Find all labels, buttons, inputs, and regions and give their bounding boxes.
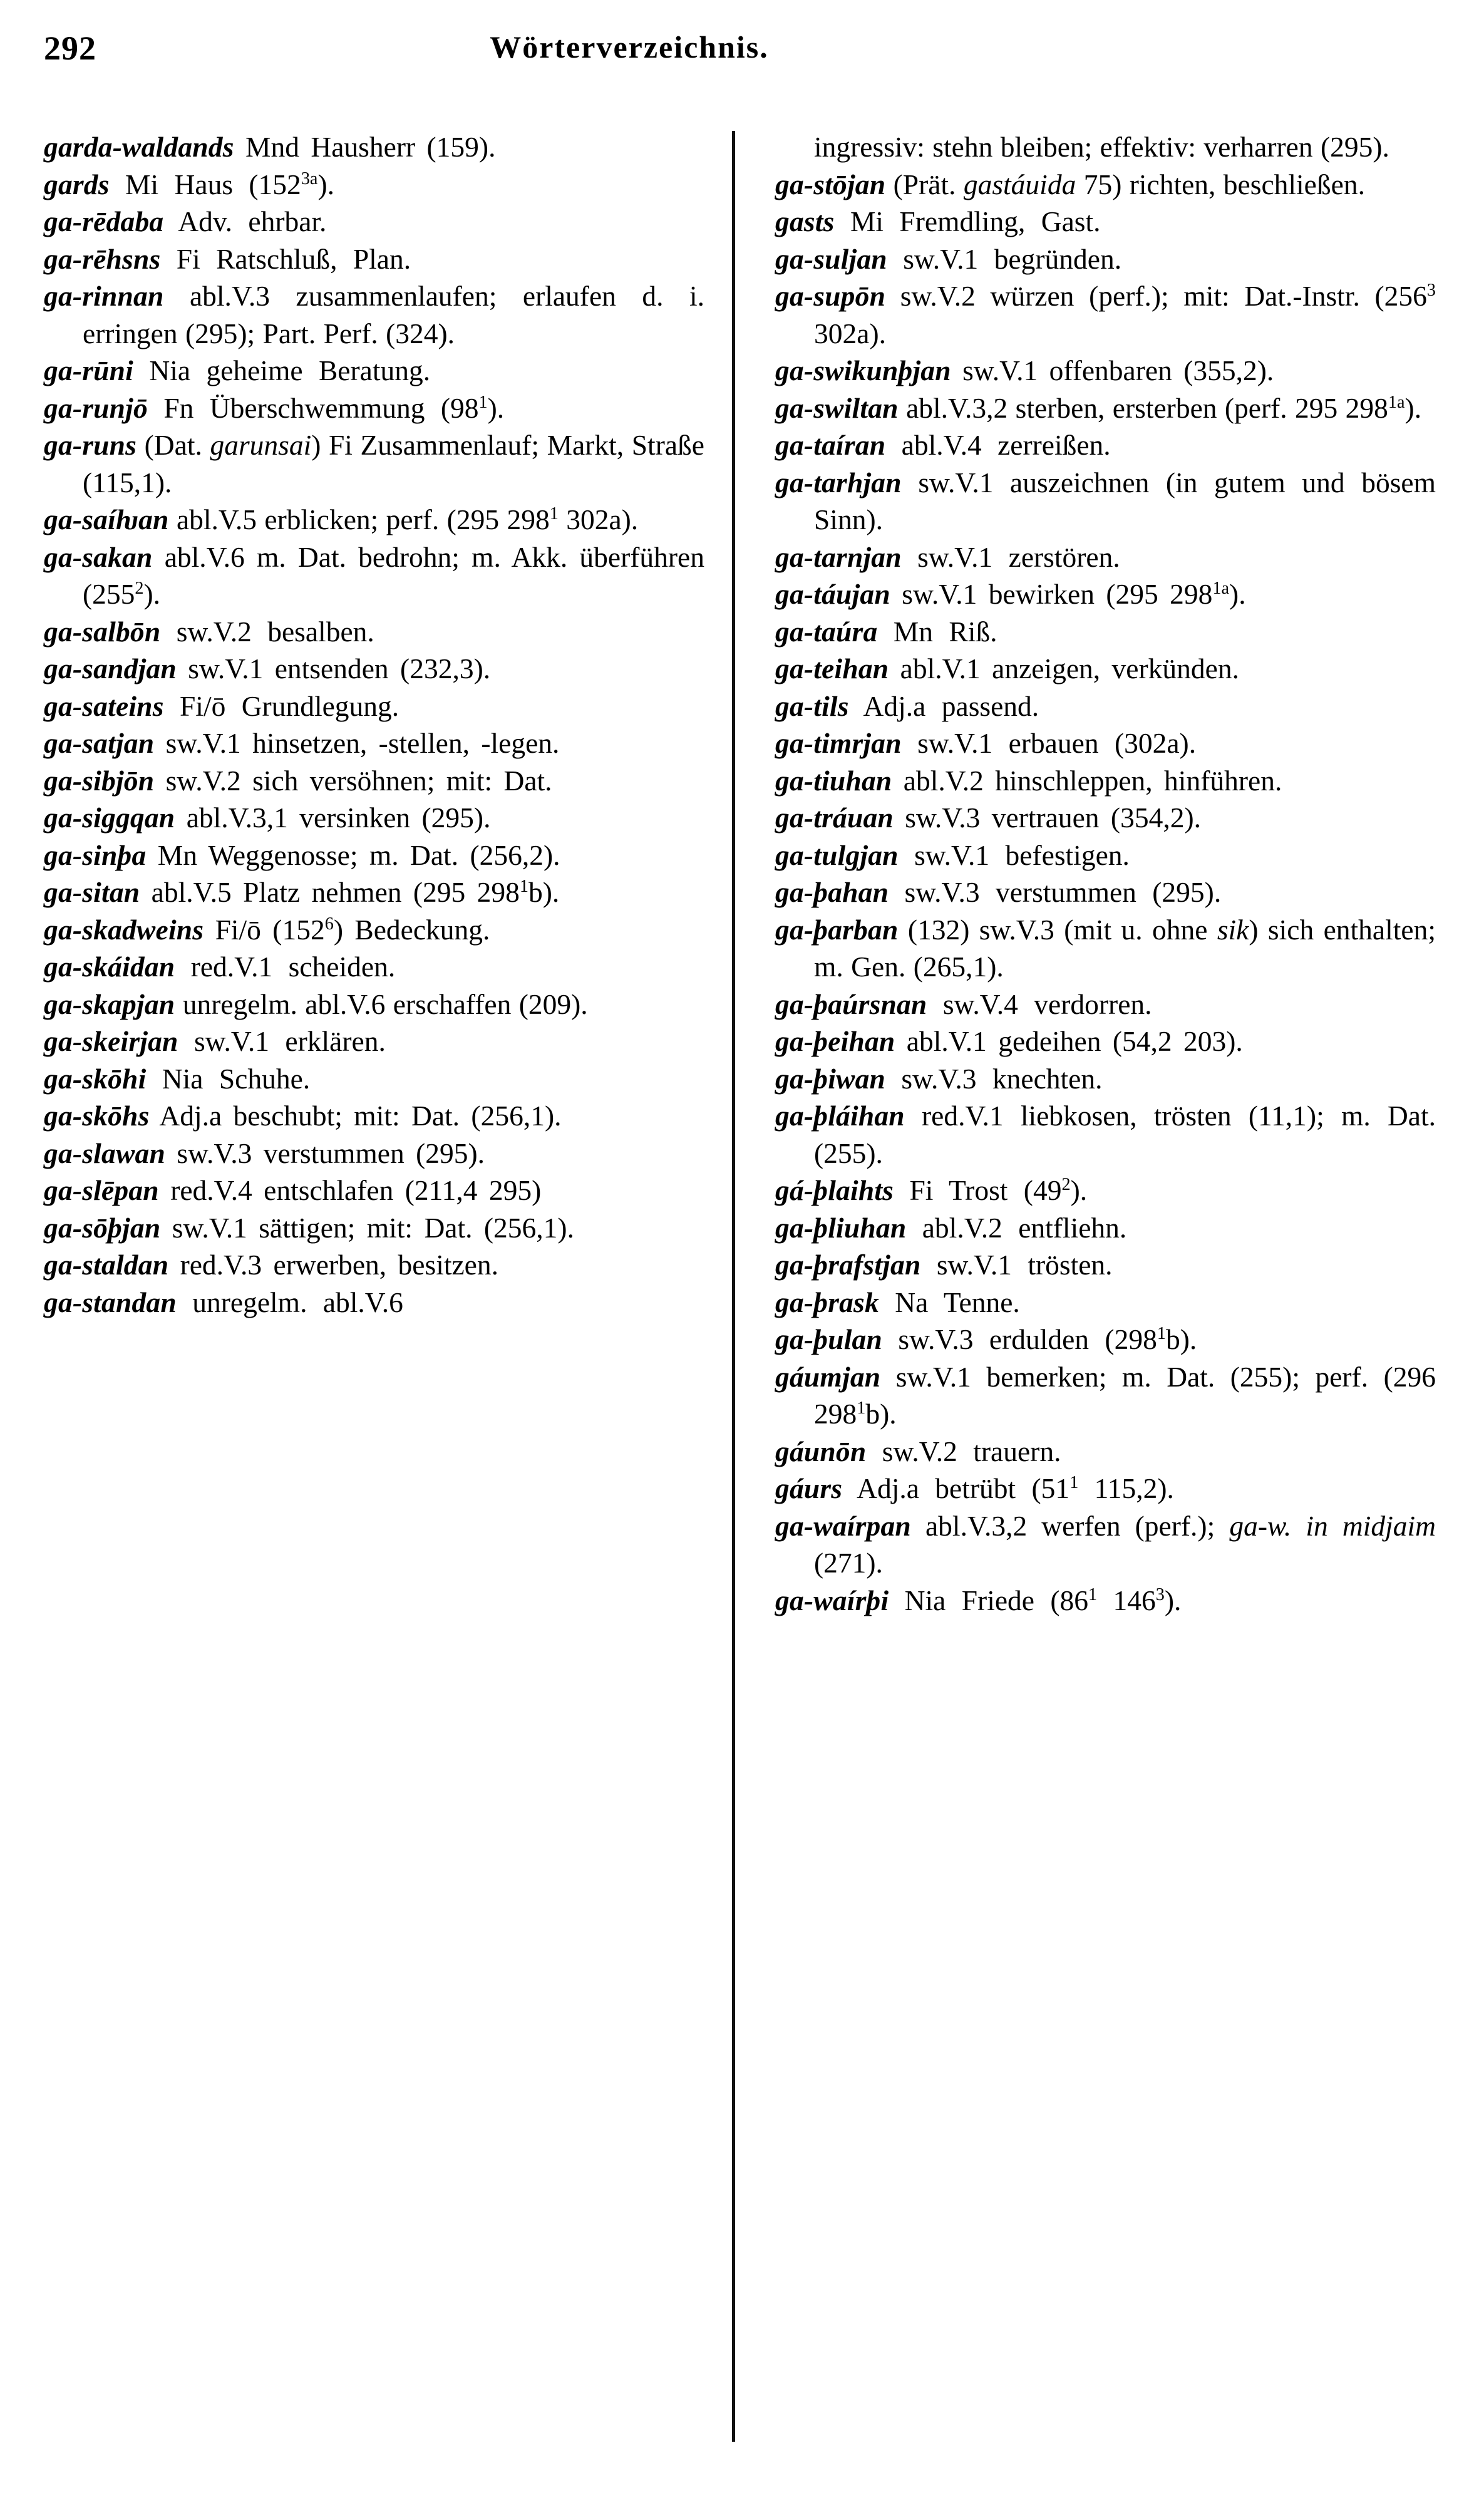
entry-lemma: ga-þarban: [775, 913, 899, 946]
entry-definition: red.V.3 erwerben, besitzen.: [168, 1249, 498, 1281]
entry-definition: sw.V.3 verstummen (295).: [889, 876, 1222, 908]
dictionary-entry: [44, 166, 704, 204]
dictionary-entry: [775, 1097, 1436, 1172]
entry-definition: Adj.a passend.: [848, 690, 1039, 722]
entry-definition: abl.V.4 zerreißen.: [885, 429, 1111, 461]
dictionary-entry: [775, 837, 1436, 874]
dictionary-entry: [775, 576, 1436, 613]
dictionary-entry: [775, 688, 1436, 725]
dictionary-entry: [44, 613, 704, 651]
dictionary-entry: [775, 277, 1436, 352]
dictionary-entry: [775, 539, 1436, 576]
entry-lemma: ga-þeihan: [775, 1025, 895, 1057]
dictionary-entry: [44, 650, 704, 688]
entry-definition: sw.V.1 auszeichnen (in gutem und bösem Sinn).: [814, 466, 1436, 535]
entry-lemma: ga-rēdaba: [44, 205, 164, 237]
dictionary-entry: [775, 166, 1436, 204]
entry-definition: sw.V.3 vertrauen (354,2).: [893, 802, 1201, 834]
entry-lemma: ga-rinnan: [44, 280, 164, 312]
entry-definition: Nia geheime Beratung.: [133, 354, 431, 386]
dictionary-entry: [775, 1284, 1436, 1321]
entry-lemma: ga-rēhsns: [44, 242, 161, 275]
entry-lemma: ga-skōhi: [44, 1062, 147, 1095]
entry-definition: unregelm. abl.V.6 erschaffen (209).: [175, 988, 588, 1020]
entry-definition: abl.V.3,2 werfen (perf.); ga-w. in midjaim (271).: [814, 1509, 1436, 1579]
right-column: [745, 128, 1436, 1619]
dictionary-entry: [44, 501, 704, 539]
dictionary-entry: [44, 725, 704, 762]
entry-definition: Nia Friede ($86^1$ $146^3$).: [889, 1584, 1182, 1616]
entry-lemma: ga-tils: [775, 690, 849, 722]
entry-lemma: ga-slēpan: [44, 1174, 159, 1206]
dictionary-entry: [775, 426, 1436, 464]
entry-definition: Adj.a betrübt ($51^1$ 115,2).: [842, 1472, 1174, 1504]
entry-definition: unregelm. abl.V.6: [176, 1286, 403, 1318]
entry-lemma: ga-skōhs: [44, 1100, 150, 1132]
entry-definition: Nia Schuhe.: [146, 1062, 311, 1095]
dictionary-entry: [775, 911, 1436, 986]
entry-definition: sw.V.4 verdorren.: [927, 988, 1152, 1020]
dictionary-entry: [775, 1060, 1436, 1098]
running-head: [44, 25, 1440, 75]
entry-definition: sw.V.1 offenbaren (355,2).: [951, 354, 1274, 386]
entry-definition: abl.V.1 gedeihen (54,2 203).: [895, 1025, 1243, 1057]
entry-definition: sw.V.1 bewirken (295 $298^{1a}$).: [890, 578, 1246, 610]
dictionary-entry: [44, 986, 704, 1023]
dictionary-entry: [775, 240, 1436, 278]
entry-definition: Mi Fremdling, Gast.: [834, 205, 1101, 237]
entry-lemma: ga-salbōn: [44, 615, 161, 648]
entry-lemma: ga-þulan: [775, 1323, 883, 1355]
entry-lemma: ga-þahan: [775, 876, 889, 908]
entry-lemma: garda-waldands: [44, 131, 234, 163]
entry-lemma: ga-supōn: [775, 280, 886, 312]
dictionary-entry: [44, 1023, 704, 1060]
dictionary-entry: [775, 1023, 1436, 1060]
entry-lemma: ga-skáidan: [44, 951, 175, 983]
dictionary-entry: [775, 203, 1436, 240]
entry-lemma: ga-runs: [44, 429, 137, 461]
dictionary-entry: [775, 390, 1436, 427]
dictionary-entry: [44, 948, 704, 986]
entry-lemma: ga-siggqan: [44, 802, 175, 834]
dictionary-entry: [44, 203, 704, 240]
entry-definition: red.V.4 entschlafen (211,4 295): [158, 1174, 542, 1206]
entry-lemma: ga-runjō: [44, 391, 148, 424]
dictionary-entry: [44, 1284, 704, 1321]
dictionary-entry: [775, 1470, 1436, 1507]
entry-definition: sw.V.1 begründen.: [887, 242, 1122, 275]
entry-definition: sw.V.1 bemerken; m. Dat. (255); perf. (296 $298^1b$).: [814, 1360, 1436, 1430]
entry-lemma: ga-skeirjan: [44, 1025, 178, 1057]
entry-definition: abl.V.3,1 versinken (295).: [175, 802, 491, 834]
dictionary-entry: [44, 390, 704, 427]
entry-definition: red.V.1 scheiden.: [175, 951, 396, 983]
running-title: Wörterverzeichnis.: [490, 29, 769, 65]
dictionary-entry: [44, 1060, 704, 1098]
entry-definition: Mn Riß.: [877, 615, 997, 648]
entry-definition: sw.V.2 sich versöhnen; mit: Dat.: [154, 764, 552, 797]
entry-definition: sw.V.1 hinsetzen, -stellen, -legen.: [154, 727, 560, 759]
entry-definition: Mi Haus $(152^{3a})$.: [109, 168, 334, 200]
entry-lemma: ga-stōjan: [775, 168, 886, 200]
dictionary-entry: [775, 874, 1436, 911]
entry-definition: abl.V.1 anzeigen, verkünden.: [889, 653, 1239, 684]
entry-lemma: ga-suljan: [775, 242, 887, 275]
dictionary-entry: [775, 1246, 1436, 1284]
entry-lemma: ga-slawan: [44, 1137, 165, 1169]
dictionary-entry: [44, 539, 704, 613]
dictionary-entry: [44, 1246, 704, 1284]
dictionary-entry: [775, 1433, 1436, 1470]
dictionary-entry: [44, 352, 704, 390]
entry-lemma: ga-sateins: [44, 690, 164, 722]
dictionary-entry: [775, 1507, 1436, 1582]
entry-definition: sw.V.2 trauern.: [866, 1435, 1061, 1467]
entry-definition: sw.V.1 erklären.: [178, 1025, 386, 1057]
entry-lemma: ga-þliuhan: [775, 1211, 907, 1244]
entry-definition: Adj.a beschubt; mit: Dat. (256,1).: [149, 1100, 562, 1132]
entry-lemma: ga-tarnjan: [775, 540, 902, 573]
dictionary-entry: [775, 1209, 1436, 1247]
dictionary-entry: [44, 762, 704, 800]
entry-definition: sw.V.1 entsenden (232,3).: [176, 653, 491, 684]
entry-lemma: ga-waírþi: [775, 1584, 889, 1616]
entry-definition: sw.V.1 trösten.: [920, 1249, 1113, 1281]
dictionary-entry: [775, 613, 1436, 651]
entry-definition: abl.V.2 entfliehn.: [906, 1211, 1127, 1244]
dictionary-entry: [775, 799, 1436, 837]
entry-definition: Na Tenne.: [879, 1286, 1020, 1318]
entry-definition: Adv. ehrbar.: [163, 205, 327, 237]
entry-definition: abl.V.3,2 sterben, ersterben (perf. 295 $298^{1a}$).: [898, 391, 1422, 424]
entry-definition: sw.V.1 erbauen (302a).: [901, 727, 1197, 759]
dictionary-entry: [44, 277, 704, 352]
entry-lemma: ga-satjan: [44, 727, 155, 759]
entry-definition: abl.V.3 zusammenlaufen; erlaufen d. i. erringen (295); Part. Perf. (324).: [83, 280, 704, 349]
dictionary-entry: [775, 762, 1436, 800]
dictionary-entry: [775, 650, 1436, 688]
dictionary-entry: [775, 464, 1436, 539]
entry-lemma: ga-þrafstjan: [775, 1249, 921, 1281]
entry-definition: sw.V.1 befestigen.: [898, 839, 1130, 871]
dictionary-entry: [44, 1135, 704, 1172]
entry-lemma: ga-taíran: [775, 429, 886, 461]
entry-lemma: ga-tarhjan: [775, 466, 902, 498]
column-divider-rule: [732, 131, 735, 2442]
entry-definition: Fi Ratschluß, Plan.: [160, 242, 411, 275]
entry-lemma: ga-saíƕan: [44, 504, 169, 535]
entry-lemma: gasts: [775, 205, 835, 237]
entry-definition: sw.V.3 erdulden $(298^1b)$.: [882, 1323, 1197, 1355]
entry-lemma: ga-waírpan: [775, 1509, 911, 1542]
entry-definition: sw.V.3 knechten.: [885, 1062, 1103, 1095]
entry-definition: abl.V.5 erblicken; perf. (295 $298^1$ 302a).: [168, 504, 639, 535]
entry-lemma: ga-sitan: [44, 876, 140, 908]
dictionary-entry: [44, 874, 704, 911]
entry-lemma: ga-þláihan: [775, 1100, 905, 1132]
entry-definition: Mnd Hausherr (159).: [234, 131, 496, 163]
entry-definition: red.V.1 liebkosen, trösten (11,1); m. Dat. (255).: [814, 1100, 1436, 1169]
dictionary-entry: [775, 1582, 1436, 1619]
dictionary-entry: [775, 1172, 1436, 1209]
entry-lemma: ga-þaúrsnan: [775, 988, 927, 1020]
dictionary-entry: [775, 128, 1436, 166]
entry-lemma: ga-táujan: [775, 578, 890, 610]
dictionary-entry: [775, 1321, 1436, 1358]
entry-lemma: ga-timrjan: [775, 727, 902, 759]
dictionary-entry: [775, 725, 1436, 762]
entry-lemma: ga-staldan: [44, 1249, 169, 1281]
dictionary-entry: [775, 352, 1436, 390]
entry-definition: (Prät. gastáuida 75) richten, beschließen.: [885, 168, 1365, 200]
entry-definition: abl.V.5 Platz nehmen (295 $298^1b$).: [140, 876, 560, 908]
entry-lemma: ga-tráuan: [775, 802, 894, 834]
entry-lemma: ga-rūni: [44, 354, 134, 386]
entry-definition: Fn Überschwemmung $(98^1)$.: [147, 391, 505, 424]
entry-definition: (Dat. garunsai) Fi Zusammenlauf; Markt, Straße (115,1).: [83, 429, 704, 498]
entry-lemma: ga-standan: [44, 1286, 177, 1318]
entry-lemma: ga-swikunþjan: [775, 354, 951, 386]
entry-lemma: ga-sandjan: [44, 653, 177, 684]
entry-lemma: ga-taúra: [775, 615, 878, 648]
entry-definition: sw.V.1 sättigen; mit: Dat. (256,1).: [160, 1211, 574, 1244]
entry-lemma: gáunōn: [775, 1435, 867, 1467]
entry-definition: sw.V.2 würzen (perf.); mit: Dat.-Instr. ($256^3$ 302a).: [814, 280, 1436, 349]
entry-definition: Fi/ō $(152^6)$ Bedeckung.: [204, 913, 490, 946]
entry-definition: abl.V.2 hinschleppen, hinführen.: [892, 764, 1282, 797]
entry-lemma: ga-skadweins: [44, 913, 204, 946]
entry-lemma: gards: [44, 168, 110, 200]
entry-lemma: ga-skapjan: [44, 988, 175, 1020]
entry-lemma: gáurs: [775, 1472, 843, 1504]
left-column: [44, 128, 722, 1321]
dictionary-entry: [775, 1358, 1436, 1433]
dictionary-entry: [44, 426, 704, 501]
entry-lemma: ga-þiwan: [775, 1062, 886, 1095]
entry-definition: sw.V.3 verstummen (295).: [165, 1137, 485, 1169]
page-number: 292: [44, 29, 96, 67]
column-container: [44, 128, 1440, 2471]
entry-lemma: ga-tiuhan: [775, 764, 892, 797]
dictionary-entry: [44, 1209, 704, 1247]
entry-definition: abl.V.6 m. Dat. bedrohn; m. Akk. überführen $(255^2)$.: [83, 540, 704, 610]
entry-lemma: ga-sinþa: [44, 839, 147, 871]
dictionary-entry: [44, 688, 704, 725]
entry-definition: sw.V.2 besalben.: [160, 615, 374, 648]
entry-definition: Mn Weggenosse; m. Dat. (256,2).: [146, 839, 560, 871]
dictionary-entry: [44, 1097, 704, 1135]
entry-lemma: gáumjan: [775, 1360, 881, 1393]
dictionary-entry: [44, 128, 704, 166]
entry-lemma: ga-swiltan: [775, 391, 899, 424]
entry-definition: Fi/ō Grundlegung.: [163, 690, 399, 722]
dictionary-entry: [44, 837, 704, 874]
entry-lemma: ga-þrask: [775, 1286, 879, 1318]
dictionary-entry: [44, 1172, 704, 1209]
dictionary-entry: [775, 986, 1436, 1023]
dictionary-entry: [44, 911, 704, 949]
entry-definition: ingressiv: stehn bleiben; effektiv: verharren (295).: [814, 131, 1389, 163]
entry-lemma: ga-tulgjan: [775, 839, 899, 871]
entry-definition: Fi Trost $(49^2)$.: [894, 1174, 1088, 1206]
dictionary-entry: [44, 799, 704, 837]
entry-definition: (132) sw.V.3 (mit u. ohne sik) sich enthalten; m. Gen. (265,1).: [814, 913, 1436, 983]
entry-lemma: ga-sibjōn: [44, 764, 155, 797]
entry-definition: sw.V.1 zerstören.: [901, 540, 1120, 573]
entry-lemma: ga-sōþjan: [44, 1211, 161, 1244]
entry-lemma: ga-sakan: [44, 540, 153, 573]
dictionary-entry: [44, 240, 704, 278]
entry-lemma: gá-þlaihts: [775, 1174, 894, 1206]
entry-lemma: ga-teihan: [775, 653, 889, 684]
